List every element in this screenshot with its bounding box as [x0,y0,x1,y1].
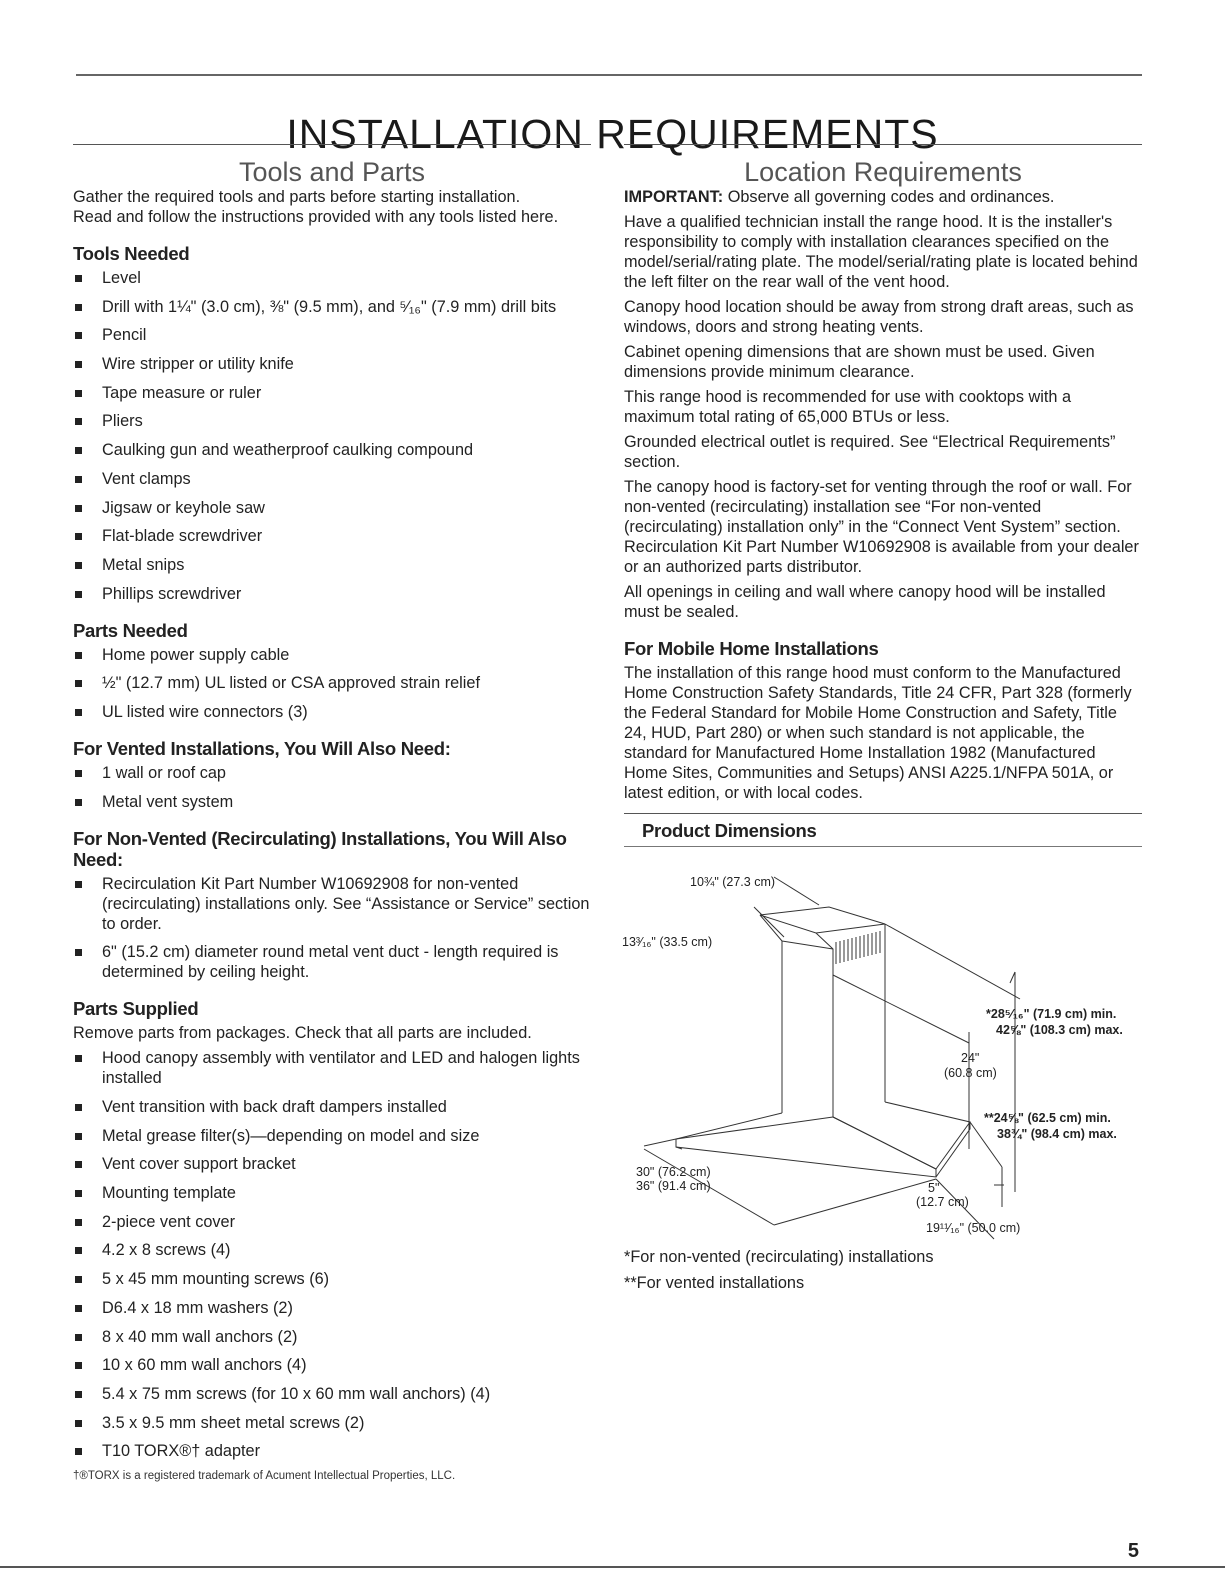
list-item: 8 x 40 mm wall anchors (2) [73,1327,591,1347]
product-dimensions-section [624,813,1142,1293]
list-item: 3.5 x 9.5 mm sheet metal screws (2) [73,1413,591,1433]
bullet-icon [75,562,82,569]
list-item: 5 x 45 mm mounting screws (6) [73,1269,591,1289]
list-item: 10 x 60 mm wall anchors (4) [73,1355,591,1375]
important-note [624,187,1142,207]
list-item: Level [73,268,591,288]
mobile-home-text: The installation of this range hood must conform to the Manufactured Home Construction Safety Standards, Title 24 CFR, Part 328 (formerly the Federal Standard for Mobile Home Construction and Safety, Title 24, HUD, Part 280) or when such standard is not applicable, the standard for Manufactured Home Installation 1982 (Manufactured Home Sites, Communities and Setups) ANSI A225.1/NFPA 501A, or latest edition, or with local codes. [624,664,1132,802]
bullet-icon [75,361,82,368]
bullet-icon [75,652,82,659]
tools-needed-list [73,268,591,604]
list-item: Metal grease filter(s)—depending on model and size [73,1126,591,1146]
list-item: 5.4 x 75 mm screws (for 10 x 60 mm wall anchors) (4) [73,1384,591,1404]
product-dimensions-heading: Product Dimensions [642,820,817,841]
bullet-icon [75,533,82,540]
parts-supplied-list [73,1048,591,1461]
top-rule [76,74,1142,76]
list-item: ½" (12.7 mm) UL listed or CSA approved strain relief [73,673,591,693]
location-requirements-column [624,144,1142,1299]
vented-heading: For Vented Installations, You Will Also Need: [73,737,451,759]
list-item: Jigsaw or keyhole saw [73,498,591,518]
tools-needed-heading: Tools Needed [73,243,190,264]
list-item: UL listed wire connectors (3) [73,702,591,722]
overall-height-max-label: 42⅝" (108.3 cm) max. [996,1023,1123,1037]
tools-and-parts-column [73,144,591,1482]
bullet-icon [75,447,82,454]
mobile-home-heading: For Mobile Home Installations [624,638,879,659]
right-column-rule [624,144,1142,145]
canopy-height-in-label: 5" [928,1181,940,1195]
bullet-icon [75,1448,82,1455]
intro-line: Read and follow the instructions provided with any tools listed here. [73,208,559,226]
list-item: Metal vent system [73,792,591,812]
bullet-icon [75,881,82,888]
vented-height-min-label: **24⅝" (62.5 cm) min. [984,1111,1111,1125]
parts-needed-list [73,645,591,722]
bullet-icon [75,1420,82,1427]
location-requirements-title: Location Requirements [744,157,1022,187]
bullet-icon [75,1190,82,1197]
bullet-icon [75,390,82,397]
list-item: 6" (15.2 cm) diameter round metal vent duct - length required is determined by ceiling height. [73,942,591,982]
note-nonvented: *For non-vented (recirculating) installations [624,1248,934,1266]
left-column-rule [73,144,591,145]
bullet-icon [75,799,82,806]
parts-needed-heading: Parts Needed [73,619,188,641]
vented-list [73,763,591,812]
canopy-height-cm-label: (12.7 cm) [916,1195,969,1209]
bullet-icon [75,1334,82,1341]
bullet-icon [75,949,82,956]
list-item: Mounting template [73,1183,591,1203]
list-item: Hood canopy assembly with ventilator and LED and halogen lights installed [73,1048,591,1088]
parts-supplied-heading: Parts Supplied [73,998,199,1020]
important-label: IMPORTANT: [624,188,724,206]
nonvented-heading: For Non-Vented (Recirculating) Installations, You Will Also Need: [73,827,567,870]
bullet-icon [75,1133,82,1140]
trademark-note: †®TORX is a registered trademark of Acument Intellectual Properties, LLC. [73,1469,456,1482]
bullet-icon [75,275,82,282]
bullet-icon [75,680,82,687]
bullet-icon [75,505,82,512]
bullet-icon [75,1305,82,1312]
canopy-left-face [676,1113,936,1177]
page-number: 5 [1127,1540,1139,1562]
tools-and-parts-title: Tools and Parts [238,157,426,187]
nonvented-list [73,874,591,983]
canopy-right-face [885,1102,970,1169]
vented-height-max-label: 38¾" (98.4 cm) max. [997,1127,1117,1141]
bullet-icon [75,1362,82,1369]
paragraph: Canopy hood location should be away from strong draft areas, such as windows, doors and strong heating vents. [624,298,1134,336]
paragraph: Grounded electrical outlet is required. See “Electrical Requirements” section. [624,433,1116,471]
bullet-icon [75,1247,82,1254]
bullet-icon [75,418,82,425]
chimney-front-edge [816,933,833,1117]
vent-depth-label: 13³⁄₁₆" (33.5 cm) [622,935,713,949]
list-item: Tape measure or ruler [73,383,591,403]
canopy-depth-label: 19¹¹⁄₁₆" (50.0 cm) [926,1221,1021,1235]
list-item: Recirculation Kit Part Number W10692908 for non-vented (recirculating) installations only. See “Assistance or Service” section to order. [73,874,591,934]
list-item: Drill with 1¼" (3.0 cm), ⅜" (9.5 mm), and ⁵⁄₁₆" (7.9 mm) drill bits [73,297,591,317]
bullet-icon [75,1219,82,1226]
bullet-icon [75,332,82,339]
bullet-icon [75,1104,82,1111]
bullet-icon [75,304,82,311]
list-item: Vent clamps [73,469,591,489]
bullet-icon [75,709,82,716]
list-item: Flat-blade screwdriver [73,526,591,546]
list-item: Vent transition with back draft dampers installed [73,1097,591,1117]
bullet-icon [75,591,82,598]
list-item: Vent cover support bracket [73,1154,591,1174]
chimney-height-cm-label: (60.8 cm) [944,1066,997,1080]
chimney-height-in-label: 24" [961,1051,980,1065]
list-item: Metal snips [73,555,591,575]
tools-intro [73,187,591,227]
list-item: 1 wall or roof cap [73,763,591,783]
chimney-top [760,907,885,933]
important-text: Observe all governing codes and ordinances. [723,188,1055,206]
paragraph: Have a qualified technician install the range hood. It is the installer's responsibility to comply with installation clearances specified on the model/serial/rating plate. The model/serial/rating plate is located behind the left filter on the rear wall of the vent hood. [624,213,1138,291]
parts-supplied-intro: Remove parts from packages. Check that all parts are included. [73,1024,532,1043]
bottom-rule [0,1566,1225,1568]
paragraph: This range hood is recommended for use with cooktops with a maximum total rating of 65,000 BTUs or less. [624,388,1072,426]
bullet-icon [75,1276,82,1283]
vent-width-label: 10¾" (27.3 cm) [690,875,776,889]
paragraph: All openings in ceiling and wall where canopy hood will be installed must be sealed. [624,583,1106,621]
overall-height-min-label: *28⁵⁄₁₆" (71.9 cm) min. [986,1007,1117,1021]
bullet-icon [75,1161,82,1168]
list-item: 4.2 x 8 screws (4) [73,1240,591,1260]
list-item: Pencil [73,325,591,345]
bullet-icon [75,476,82,483]
list-item: 2-piece vent cover [73,1212,591,1232]
list-item: D6.4 x 18 mm washers (2) [73,1298,591,1318]
canopy-width-36-label: 36" (91.4 cm) [636,1179,711,1193]
list-item: Phillips screwdriver [73,584,591,604]
bullet-icon [75,1055,82,1062]
note-vented: **For vented installations [624,1274,805,1292]
list-item: Pliers [73,411,591,431]
list-item: Caulking gun and weatherproof caulking compound [73,440,591,460]
paragraph: Cabinet opening dimensions that are shown must be used. Given dimensions provide minimum clearance. [624,343,1095,381]
bullet-icon [75,1391,82,1398]
intro-line: Gather the required tools and parts before starting installation. [73,188,521,206]
paragraph: The canopy hood is factory-set for venting through the roof or wall. For non-vented (recirculating) installation see “For non-vented (recirculating) installation only” in the “Connect Vent System” section. Recirculation Kit Part Number W10692908 is available from your dealer or an authorized parts distributor. [624,478,1139,576]
list-item: Wire stripper or utility knife [73,354,591,374]
dimension-notes [624,1247,1142,1293]
page-title: INSTALLATION REQUIREMENTS [286,111,939,158]
canopy-width-30-label: 30" (76.2 cm) [636,1165,711,1179]
list-item: T10 TORX®† adapter [73,1441,591,1461]
bullet-icon [75,770,82,777]
vent-grille [836,931,880,964]
hood-dimension-diagram [624,847,1142,1247]
list-item: Home power supply cable [73,645,591,665]
